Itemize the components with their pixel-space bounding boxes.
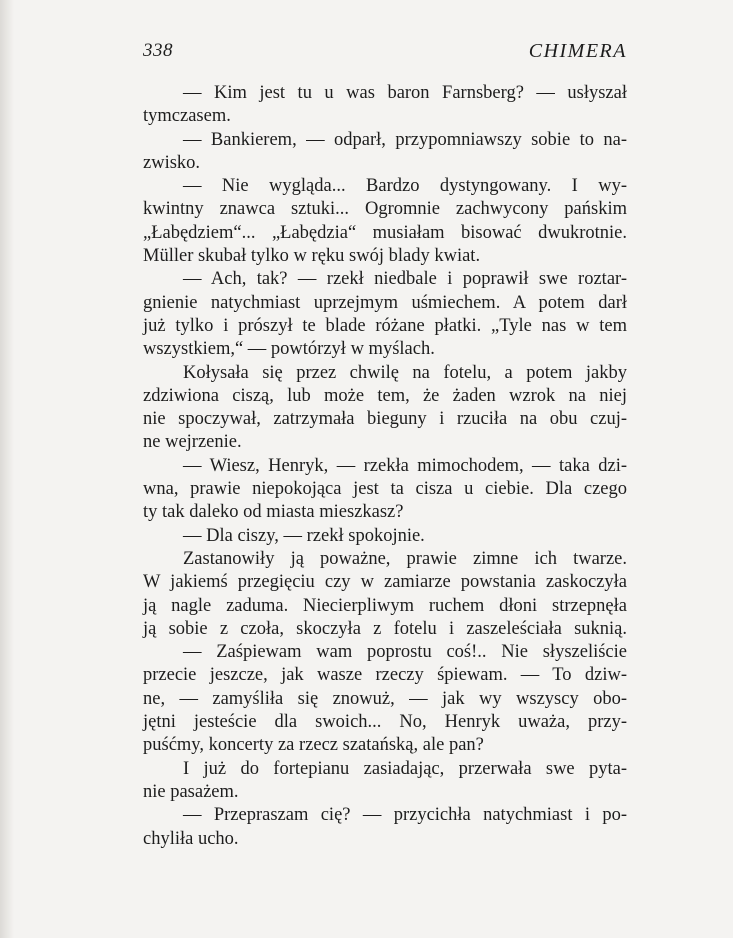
text-line: wszystkiem,“ — powtórzył w myślach. [143, 339, 435, 360]
page-edge-shadow [0, 0, 14, 938]
text-line: ne, — zamyśliła się znowuż, — jak wy wszyscy obo- [143, 688, 627, 709]
text-line: przecie jeszcze, jak wasze rzeczy śpiewam. — To dziw- [143, 665, 627, 686]
text-line: Kołysała się przez chwilę na fotelu, a potem jakby [183, 362, 627, 383]
text-line: ją sobie z czoła, skoczyła z fotelu i zaszeleściała suknią. [143, 618, 627, 639]
text-line: — Przepraszam cię? — przycichła natychmiast i po- [183, 805, 627, 826]
text-line: chyliła ucho. [143, 828, 239, 849]
text-line: „Łabędziem“... „Łabędzia“ musiałam bisować dwukrotnie. [143, 222, 627, 243]
paragraph [143, 268, 627, 361]
paragraph [143, 758, 627, 805]
body-text [143, 82, 627, 851]
text-line: zwisko. [143, 152, 201, 173]
paragraph [143, 455, 627, 525]
text-line: W jakiemś przegięciu czy w zamiarze powstania zaskoczyła [143, 572, 627, 593]
paragraph [143, 129, 627, 176]
paragraph [143, 82, 627, 129]
paragraph [143, 525, 627, 548]
page-header [143, 40, 627, 70]
text-line: tymczasem. [143, 106, 231, 127]
text-line: wna, prawie niepokojąca jest ta cisza u ciebie. Dla czego [143, 479, 627, 500]
text-line: Zastanowiły ją poważne, prawie zimne ich twarze. [183, 548, 627, 569]
text-line: — Bankierem, — odparł, przypomniawszy sobie to na- [183, 129, 627, 150]
text-line: — Wiesz, Henryk, — rzekła mimochodem, — taka dzi- [183, 455, 627, 476]
running-title: CHIMERA [528, 40, 627, 62]
text-line: nie pasażem. [143, 781, 239, 802]
text-line: jętni jesteście dla swoich... No, Henryk uważa, przy- [143, 712, 627, 733]
text-line: ją nagle zaduma. Niecierpliwym ruchem dłoni strzepnęła [143, 595, 627, 616]
text-line: — Zaśpiewam wam poprostu coś!.. Nie słyszeliście [183, 642, 627, 663]
text-line: — Dla ciszy, — rzekł spokojnie. [183, 525, 425, 546]
text-line: gnienie natychmiast uprzejmym uśmiechem. A potem darł [143, 292, 627, 313]
text-line: już tylko i prószył te blade różane płatki. „Tyle nas w tem [143, 315, 627, 336]
paragraph [143, 245, 627, 268]
text-line: nie spoczywał, zatrzymała bieguny i rzuciła na obu czuj- [143, 409, 627, 430]
text-line: ne wejrzenie. [143, 432, 242, 453]
text-line: ty tak daleko od miasta mieszkasz? [143, 502, 404, 523]
text-line: — Kim jest tu u was baron Farnsberg? — usłyszał [183, 83, 627, 103]
paragraph [143, 804, 627, 851]
text-line: kwintny znawca sztuki... Ogromnie zachwycony pańskim [143, 199, 627, 220]
text-line: — Ach, tak? — rzekł niedbale i poprawił swe roztar- [183, 269, 627, 290]
paragraph [143, 362, 627, 455]
text-line: puśćmy, koncerty za rzecz szatańską, ale pan? [143, 735, 484, 756]
text-line: Müller skubał tylko w ręku swój blady kwiat. [143, 246, 481, 267]
text-line: — Nie wygląda... Bardzo dystyngowany. I wy- [183, 176, 627, 197]
paragraph [143, 175, 627, 245]
text-line: I już do fortepianu zasiadając, przerwała swe pyta- [183, 758, 627, 779]
text-line: zdziwiona ciszą, lub może tem, że żaden wzrok na niej [143, 385, 627, 406]
paragraph [143, 548, 627, 641]
page-number: 338 [143, 40, 173, 61]
paragraph [143, 641, 627, 757]
